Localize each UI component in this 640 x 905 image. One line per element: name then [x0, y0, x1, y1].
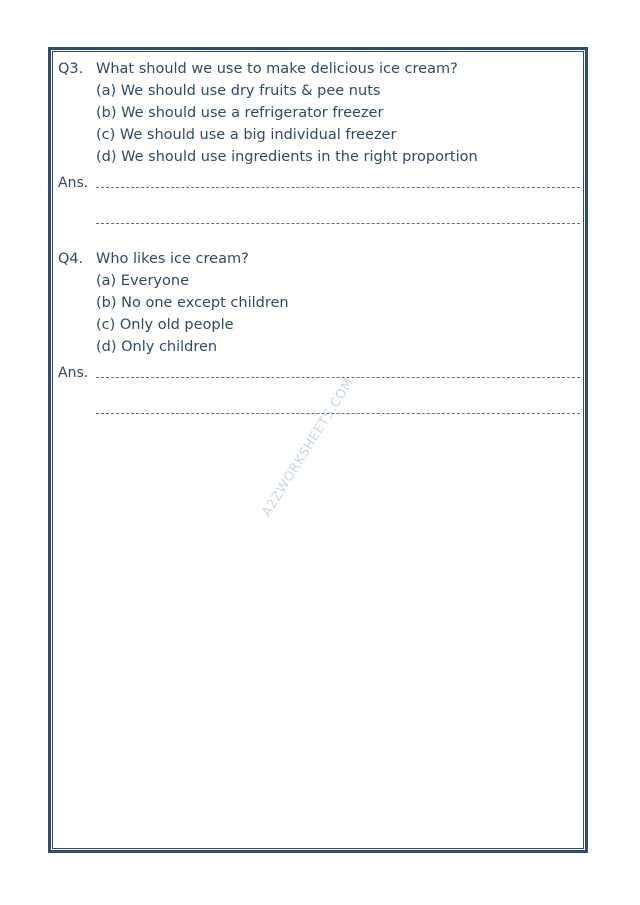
question-row	[58, 58, 582, 80]
question-number: Q4.	[58, 251, 84, 267]
answer-line[interactable]	[96, 223, 580, 224]
answer-label: Ans.	[58, 365, 89, 381]
option-d: (d) Only children	[96, 339, 218, 355]
answer-row-2	[58, 382, 582, 416]
option-a: (a) Everyone	[96, 273, 189, 289]
option-a: (a) We should use dry fruits & pee nuts	[96, 83, 381, 99]
option-d: (d) We should use ingredients in the right proportion	[96, 149, 478, 165]
answer-label: Ans.	[58, 175, 89, 191]
answer-line[interactable]	[96, 377, 580, 378]
question-text: Who likes ice cream?	[96, 251, 249, 267]
answer-row	[58, 360, 582, 382]
answer-line[interactable]	[96, 413, 580, 414]
worksheet-content	[58, 58, 582, 416]
option-c: (c) Only old people	[96, 317, 234, 333]
option-b: (b) No one except children	[96, 295, 289, 311]
question-block-q3	[58, 58, 582, 226]
answer-row	[58, 170, 582, 192]
watermark: A2ZWORKSHEETS.COM	[259, 375, 358, 520]
answer-line[interactable]	[96, 187, 580, 188]
option-b: (b) We should use a refrigerator freezer	[96, 105, 384, 121]
option-c: (c) We should use a big individual freezer	[96, 127, 397, 143]
question-block-q4	[58, 248, 582, 416]
question-row	[58, 248, 582, 270]
answer-row-2	[58, 192, 582, 226]
question-text: What should we use to make delicious ice cream?	[96, 61, 458, 77]
question-number: Q3.	[58, 61, 84, 77]
